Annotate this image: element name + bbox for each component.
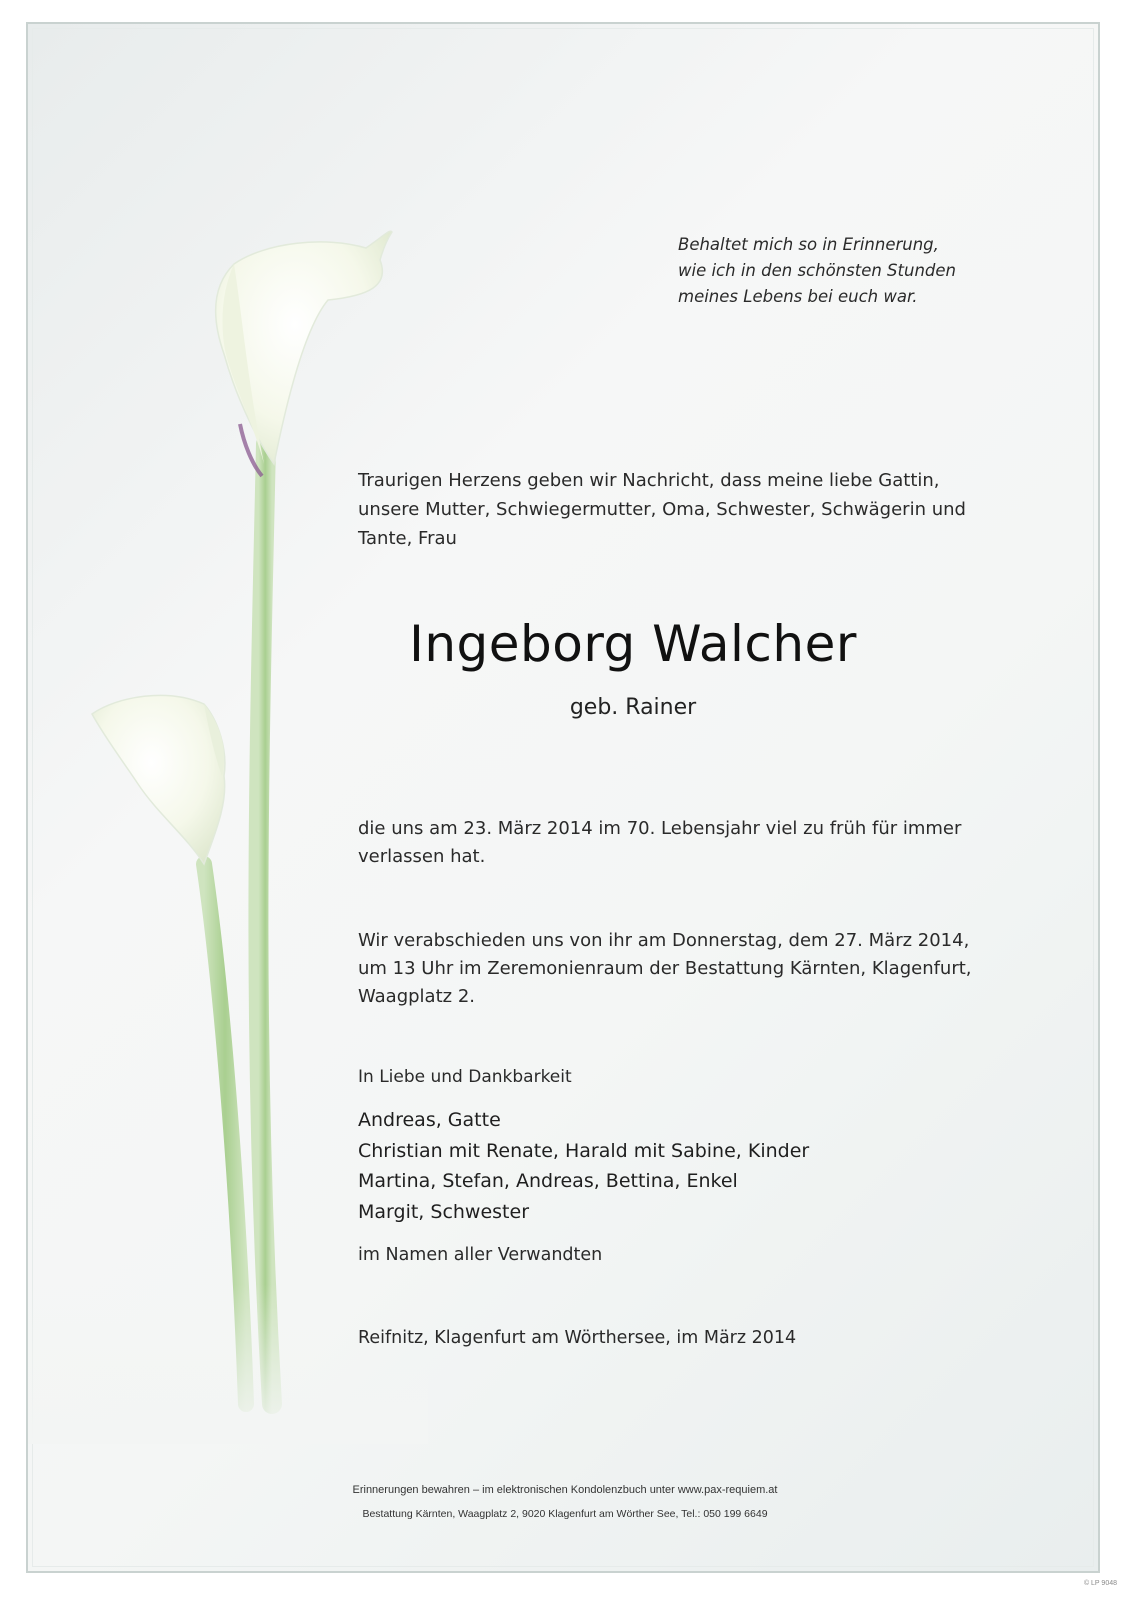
- footer-condolence-link: Erinnerungen bewahren – im elektronischen Kondolenzbuch unter www.pax-requiem.at: [352, 1484, 778, 1496]
- motto-line-1: Behaltet mich so in Erinnerung,: [678, 235, 939, 254]
- place-date: Reifnitz, Klagenfurt am Wörthersee, im März 2014: [358, 1328, 797, 1348]
- mourner-entry: Andreas, Gatte: [358, 1109, 501, 1131]
- funeral-notice: Wir verabschieden uns von ihr am Donnerstag, dem 27. März 2014, um 13 Uhr im Zeremonienraum der Bestattung Kärnten, Klagenfurt, Waagplatz 2.: [358, 930, 972, 1007]
- intro-text: Traurigen Herzens geben wir Nachricht, dass meine liebe Gattin, unsere Mutter, Schwiegermutter, Oma, Schwester, Schwägerin und Tante, Frau: [358, 470, 966, 549]
- footer-address: Bestattung Kärnten, Waagplatz 2, 9020 Klagenfurt am Wörther See, Tel.: 050 199 6649: [362, 1508, 768, 1520]
- mourners-list: [358, 1105, 998, 1227]
- short-calla-flower: [92, 695, 225, 864]
- motto-line-3: meines Lebens bei euch war.: [678, 287, 918, 306]
- birth-name: geb. Rainer: [569, 695, 697, 720]
- motto-quote: [678, 232, 1078, 310]
- mourner-entry: Margit, Schwester: [358, 1200, 530, 1223]
- obituary-card: [26, 22, 1100, 1573]
- tall-stem: [258, 444, 272, 1404]
- relatives-line: im Namen aller Verwandten: [358, 1245, 603, 1265]
- gratitude-line: In Liebe und Dankbarkeit: [358, 1067, 572, 1087]
- death-notice: die uns am 23. März 2014 im 70. Lebensjahr viel zu früh für immer verlassen hat.: [358, 818, 962, 867]
- mourner-entry: Martina, Stefan, Andreas, Bettina, Enkel: [358, 1170, 738, 1192]
- motto-line-2: wie ich in den schönsten Stunden: [678, 261, 956, 280]
- mourner-entry: Christian mit Renate, Harald mit Sabine, Kinder: [358, 1139, 810, 1162]
- print-code: © LP 9048: [1083, 1580, 1117, 1587]
- deceased-name: Ingeborg Walcher: [409, 615, 857, 673]
- stem-fade: [28, 1284, 428, 1444]
- tall-calla-flower: [216, 231, 392, 476]
